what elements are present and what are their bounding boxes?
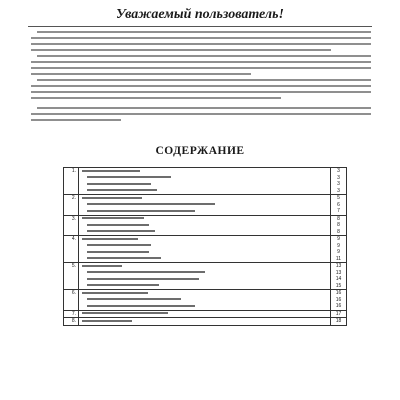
toc-number: 4.: [71, 236, 76, 242]
toc-page-number: 3: [337, 187, 340, 194]
toc-section-number: [64, 318, 79, 326]
toc-subentry[interactable]: [79, 188, 330, 195]
toc-page-number: 13: [335, 263, 342, 269]
toc-subentry[interactable]: [79, 256, 330, 263]
toc-entry-text-placeholder: [87, 298, 181, 300]
intro-text-line: [37, 79, 371, 81]
toc-subentry[interactable]: [79, 283, 330, 290]
toc-section-entries: [79, 290, 331, 311]
toc-entry-text-placeholder: [87, 189, 157, 191]
toc-entry-text-placeholder: [87, 244, 151, 246]
intro-text-line: [31, 113, 371, 115]
toc-page-number: 8: [337, 222, 340, 228]
toc-entry-text-placeholder: [87, 257, 161, 259]
intro-text-line: [37, 107, 371, 109]
toc-entry-text-placeholder: [82, 238, 138, 240]
toc-page-number: 11: [335, 255, 342, 262]
toc-entry-text-placeholder: [87, 210, 195, 212]
toc-entry-text-placeholder: [87, 251, 149, 253]
toc-section: [64, 263, 347, 290]
toc-page-number: 5: [337, 195, 340, 201]
toc-section-pages: [331, 318, 347, 326]
toc-entry-text-placeholder: [82, 292, 148, 294]
toc-section: [64, 215, 347, 236]
toc-section-entries: [79, 236, 331, 263]
toc-page-number: 16: [335, 296, 342, 303]
toc-section: [64, 290, 347, 311]
toc-section: [64, 168, 347, 195]
intro-text-line: [31, 85, 371, 87]
toc-page-number: 16: [335, 303, 342, 309]
toc-entry-text-placeholder: [82, 197, 142, 199]
toc-page-number: 6: [337, 201, 340, 208]
toc-section: [64, 195, 347, 216]
toc-section-number: [64, 310, 79, 318]
toc-subentry[interactable]: [79, 303, 330, 310]
toc-entry-text-placeholder: [87, 183, 151, 185]
toc-page-number: 7: [337, 208, 340, 214]
toc-section-number: [64, 236, 79, 263]
toc-entry-text-placeholder: [87, 278, 199, 280]
toc-heading: СОДЕРЖАНИЕ: [155, 145, 245, 157]
toc-subentry[interactable]: [79, 208, 330, 215]
toc-page-number: 14: [335, 276, 342, 282]
toc-number: 3.: [71, 215, 76, 222]
toc-page-number: 18: [335, 318, 342, 324]
page-title: Уважаемый пользователь!: [116, 7, 284, 22]
toc-page-number: 9: [337, 236, 340, 242]
toc-page-number: 3: [337, 168, 340, 174]
toc-section: [64, 310, 347, 318]
toc-section-number: [64, 290, 79, 311]
toc-section-pages: [331, 195, 347, 216]
toc-entry-text-placeholder: [87, 271, 205, 273]
toc-section-number: [64, 168, 79, 195]
toc-subentry[interactable]: [79, 229, 330, 236]
toc-entry-text-placeholder: [87, 230, 155, 232]
toc-entry-text-placeholder: [87, 224, 149, 226]
toc-number: 6.: [71, 290, 76, 296]
toc-page-number: 3: [337, 181, 340, 187]
toc-page-number: 15: [335, 282, 342, 289]
toc-page-number: 8: [337, 228, 340, 235]
toc-section-entries: [79, 310, 331, 318]
intro-text-line: [31, 119, 121, 121]
toc-section-number: [64, 263, 79, 290]
toc-entry[interactable]: [79, 311, 330, 318]
toc-entry-text-placeholder: [82, 312, 168, 314]
toc-section-pages: [331, 310, 347, 318]
toc-section-entries: [79, 195, 331, 216]
intro-text-line: [31, 73, 251, 75]
toc-section-entries: [79, 168, 331, 195]
intro-text-line: [31, 61, 371, 63]
toc-number: 5.: [71, 263, 76, 269]
toc-entry-text-placeholder: [82, 217, 144, 219]
toc-section-pages: [331, 168, 347, 195]
toc-section-entries: [79, 318, 331, 326]
toc-entry-text-placeholder: [87, 284, 159, 286]
intro-text-line: [37, 55, 371, 57]
toc-section-pages: [331, 236, 347, 263]
toc-page-number: 8: [337, 215, 340, 222]
toc-page-number: 3: [337, 174, 340, 181]
toc-section-entries: [79, 263, 331, 290]
toc-entry-text-placeholder: [82, 170, 140, 172]
toc-entry-text-placeholder: [82, 265, 122, 267]
title-divider: [28, 26, 372, 27]
toc-number: 1.: [71, 168, 76, 174]
intro-text-line: [31, 49, 331, 51]
toc-table: [63, 167, 347, 326]
toc-page-number: 17: [335, 310, 342, 317]
toc-entry[interactable]: [79, 318, 330, 325]
toc-number: 2.: [71, 195, 76, 201]
toc-section: [64, 318, 347, 326]
toc-section-entries: [79, 215, 331, 236]
toc-entry-text-placeholder: [82, 320, 132, 322]
toc-number: 8.: [71, 318, 76, 324]
intro-text-line: [31, 67, 371, 69]
toc-section: [64, 236, 347, 263]
toc-entry-text-placeholder: [87, 305, 195, 307]
toc-section-pages: [331, 215, 347, 236]
intro-text-line: [31, 43, 371, 45]
intro-text-line: [31, 37, 371, 39]
intro-text-line: [31, 91, 371, 93]
toc-number: 7.: [71, 310, 76, 317]
toc-section-number: [64, 215, 79, 236]
intro-text-line: [37, 31, 371, 33]
toc-entry-text-placeholder: [87, 203, 215, 205]
intro-text-line: [31, 97, 281, 99]
toc-page-number: 9: [337, 249, 340, 255]
toc-page-number: 9: [337, 242, 340, 249]
toc-page-number: 16: [335, 290, 342, 296]
toc-section-number: [64, 195, 79, 216]
toc-section-pages: [331, 263, 347, 290]
toc-page-number: 13: [335, 269, 342, 276]
toc-section-pages: [331, 290, 347, 311]
toc-entry-text-placeholder: [87, 176, 171, 178]
